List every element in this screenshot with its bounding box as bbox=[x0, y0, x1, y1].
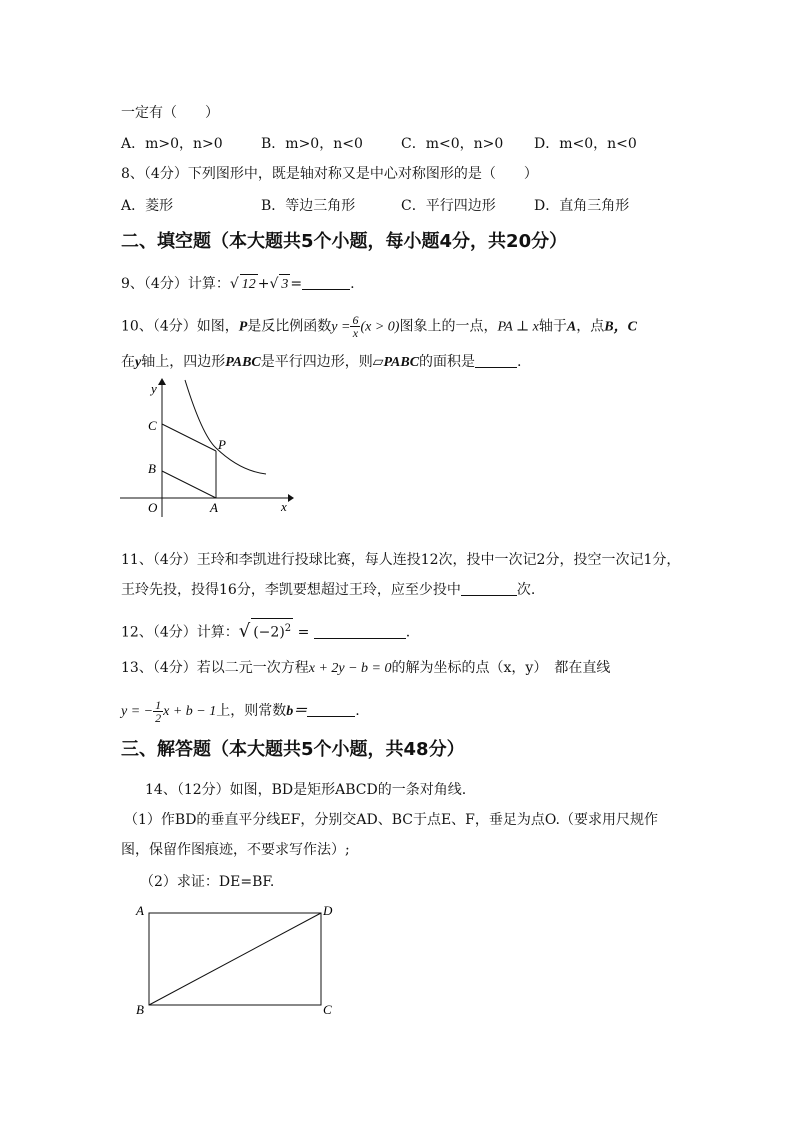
q8-option-c: C．平行四边形 bbox=[401, 198, 496, 214]
period: . bbox=[350, 276, 355, 292]
answer-blank bbox=[302, 275, 350, 290]
q11-end: 次. bbox=[516, 582, 536, 598]
q9-radicand-2: 3 bbox=[279, 274, 290, 295]
q14-line4: （2）求证：DE=BF. bbox=[140, 874, 275, 890]
fraction-denominator: x bbox=[352, 326, 359, 340]
q14-line2: （1）作BD的垂直平分线EF，分别交AD、BC于点E、F，垂足为点O.（要求用尺规作 bbox=[124, 812, 658, 828]
q8-option-a: A．菱形 bbox=[121, 198, 174, 214]
q7-option-c: C．m<0，n>0 bbox=[401, 136, 504, 152]
q9-plus: + bbox=[257, 276, 270, 292]
q9 bbox=[121, 274, 355, 295]
q7-option-a: A．m>0，n>0 bbox=[121, 136, 223, 152]
section3-heading: 三、解答题（本大题共5个小题，共48分） bbox=[121, 739, 465, 760]
point-p: P bbox=[238, 319, 248, 335]
q10-perp: PA ⊥ x bbox=[497, 319, 539, 335]
q11-line1: 11、（4分）王玲和李凯进行投球比赛，每人连投12次，投中一次记2分，投空一次记1分， bbox=[121, 552, 681, 568]
label-c: C bbox=[148, 418, 157, 433]
q13-line-rhs: x + b − 1 bbox=[163, 704, 217, 719]
label-b: B bbox=[136, 1002, 144, 1017]
q14-line1: 14、（12分）如图，BD是矩形ABCD的一条对角线. bbox=[145, 782, 467, 798]
y-axis-symbol: y bbox=[135, 355, 142, 370]
point-a: A bbox=[566, 319, 577, 335]
q12 bbox=[121, 618, 410, 643]
q14-line3: 图，保留作图痕迹，不要求写作法）; bbox=[121, 842, 350, 858]
q10-text: 图象上的一点， bbox=[399, 318, 498, 335]
section2-heading: 二、填空题（本大题共5个小题，每小题4分，共20分） bbox=[121, 231, 568, 252]
q10-domain: (x > 0) bbox=[360, 319, 400, 335]
q12-radicand bbox=[251, 618, 293, 643]
q10-text: 的面积是 bbox=[419, 354, 476, 370]
q13-line2 bbox=[121, 698, 360, 725]
label-p: P bbox=[218, 437, 226, 452]
q10-figure bbox=[110, 375, 300, 520]
q10-func-lhs: y = bbox=[331, 319, 351, 335]
parallelogram-pabc: ▱PABC bbox=[372, 355, 420, 370]
x-axis-arrow-icon bbox=[288, 494, 294, 502]
q10-prefix: 10、（4分）如图， bbox=[121, 318, 239, 335]
q13-equation: x + 2y − b = 0 bbox=[308, 661, 392, 676]
label-y: y bbox=[151, 381, 157, 396]
hyperbola-curve bbox=[185, 380, 266, 474]
answer-blank bbox=[475, 353, 517, 368]
diagonal-bd bbox=[149, 913, 321, 1005]
q11-text: 王玲先投，投得16分，李凯要想超过王玲，应至少投中 bbox=[121, 582, 461, 598]
y-axis-arrow-icon bbox=[158, 378, 166, 385]
q12-prefix: 12、（4分）计算： bbox=[121, 624, 239, 641]
q10-text: 轴于 bbox=[538, 318, 567, 335]
period: . bbox=[405, 624, 411, 641]
answer-blank bbox=[461, 581, 517, 596]
period: . bbox=[517, 354, 522, 370]
answer-blank bbox=[307, 702, 355, 717]
label-a: A bbox=[136, 903, 144, 918]
q13-fraction bbox=[153, 699, 163, 724]
sqrt-sign: √ bbox=[229, 276, 239, 292]
fraction-denominator: 2 bbox=[155, 710, 162, 725]
label-x: x bbox=[281, 499, 287, 514]
segment-ba bbox=[162, 471, 216, 498]
q13-b: b＝ bbox=[286, 704, 308, 719]
points-bc: B，C bbox=[604, 319, 637, 335]
q10-text: 轴上，四边形 bbox=[141, 354, 226, 370]
sqrt-sign: √ bbox=[238, 620, 251, 642]
q13-text: 上，则常数 bbox=[216, 703, 287, 719]
q7-option-b: B．m>0，n<0 bbox=[261, 136, 363, 152]
label-c: C bbox=[323, 1002, 332, 1017]
q13-text: 的解为坐标的点（x，y） 都在直线 bbox=[391, 660, 611, 676]
q13-prefix: 13、（4分）若以二元一次方程 bbox=[121, 660, 309, 676]
q10-fraction bbox=[350, 314, 360, 339]
q8-stem: 8、（4分）下列图形中，既是轴对称又是中心对称图形的是（ ） bbox=[121, 166, 538, 182]
q12-exponent: 2 bbox=[284, 623, 292, 634]
fraction-numerator: 1 bbox=[155, 697, 162, 712]
q10-text: ，点 bbox=[576, 318, 605, 335]
q14-figure bbox=[130, 900, 345, 1020]
q13-line1 bbox=[121, 658, 610, 679]
q10-line1 bbox=[121, 314, 637, 340]
q7-option-d: D．m<0，n<0 bbox=[534, 136, 637, 152]
q11-line2 bbox=[121, 580, 535, 600]
answer-blank bbox=[314, 624, 406, 639]
period: . bbox=[355, 703, 360, 719]
sqrt-sign: √ bbox=[269, 276, 279, 292]
q13-line-lhs: y = − bbox=[121, 704, 154, 719]
q10-text: 是平行四边形，则 bbox=[260, 354, 373, 370]
label-a: A bbox=[210, 500, 218, 515]
quad-pabc: PABC bbox=[225, 355, 261, 370]
q12-inner: (−2) bbox=[253, 624, 285, 641]
q7-stem-tail: 一定有（ ） bbox=[121, 105, 219, 121]
label-o: O bbox=[148, 500, 158, 515]
q10-text: 是反比例函数 bbox=[247, 318, 332, 335]
label-b: B bbox=[148, 461, 156, 476]
q9-radicand-1: 12 bbox=[240, 274, 258, 295]
label-d: D bbox=[323, 903, 333, 918]
q12-equals: = bbox=[297, 624, 310, 641]
q8-option-d: D．直角三角形 bbox=[534, 198, 630, 214]
q10-text: 在 bbox=[121, 354, 135, 370]
q9-prefix: 9、（4分）计算： bbox=[121, 276, 230, 292]
q9-equals: = bbox=[290, 276, 303, 292]
fraction-numerator: 6 bbox=[352, 313, 359, 327]
q8-option-b: B．等边三角形 bbox=[261, 198, 356, 214]
q10-line2 bbox=[121, 352, 522, 373]
